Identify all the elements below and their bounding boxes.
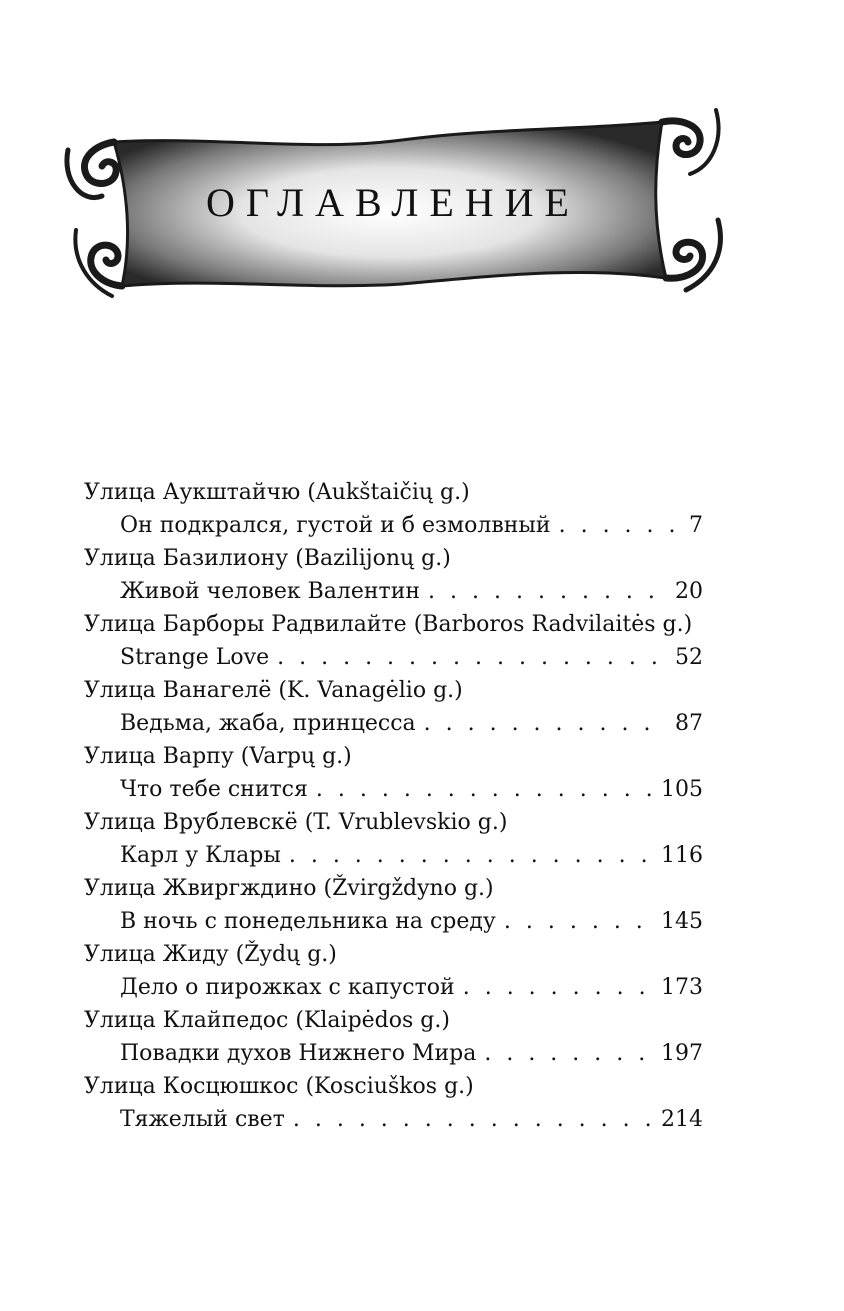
- toc-street: Улица Косцюшкос (Kosciuškos g.): [84, 1074, 474, 1099]
- toc-entry: [0, 940, 844, 1006]
- toc-entry: [0, 610, 844, 676]
- toc-page-number: 173: [661, 975, 703, 1000]
- toc-story-title: Что тебе снится: [120, 777, 308, 802]
- dot-leader: [559, 511, 681, 541]
- toc-page-number: 116: [661, 843, 703, 868]
- toc-story-row[interactable]: [120, 511, 703, 541]
- toc-page-number: 87: [675, 711, 703, 736]
- toc-page-number: 20: [675, 579, 703, 604]
- right-curl-top: [662, 121, 700, 155]
- toc-page-number: 197: [661, 1041, 703, 1066]
- dot-leader: [289, 841, 653, 871]
- toc-entry: [0, 676, 844, 742]
- toc-page-number: 52: [675, 645, 703, 670]
- dot-leader: [293, 1105, 653, 1135]
- toc-street: Улица Варпу (Varpų g.): [84, 744, 352, 769]
- toc-entry: [0, 808, 844, 874]
- dot-leader: [316, 775, 653, 805]
- right-curl-bottom: [666, 242, 703, 278]
- toc-story-title: Карл у Клары: [120, 843, 281, 868]
- toc-street: Улица Аукштайчю (Aukštaičių g.): [84, 480, 470, 505]
- dot-leader: [484, 1039, 653, 1069]
- toc-story-row[interactable]: [120, 709, 703, 739]
- toc-page-number: 214: [661, 1107, 703, 1132]
- dot-leader: [428, 577, 667, 607]
- toc-entry: [0, 1072, 844, 1138]
- toc-page-number: 145: [661, 909, 703, 934]
- toc-story-title: Strange Love: [120, 645, 270, 670]
- toc-street: Улица Барборы Радвилайте (Barboros Radvilaitės g.): [84, 612, 693, 637]
- title-banner: [62, 100, 724, 300]
- toc-story-row[interactable]: [120, 1105, 703, 1135]
- toc-entry: [0, 1006, 844, 1072]
- toc-entry: [0, 874, 844, 940]
- toc-story-title: Тяжелый свет: [120, 1107, 285, 1132]
- toc-story-row[interactable]: [120, 577, 703, 607]
- toc-street: Улица Жвиргждино (Žvirgždyno g.): [84, 876, 494, 901]
- toc-story-row[interactable]: [120, 841, 703, 871]
- toc-street: Улица Ванагелё (K. Vanagėlio g.): [84, 678, 463, 703]
- right-curl-top-outer: [690, 110, 718, 174]
- toc-entry: [0, 742, 844, 808]
- dot-leader: [424, 709, 667, 739]
- page-title: ОГЛАВЛЕНИЕ: [206, 180, 580, 225]
- toc-story-row[interactable]: [120, 775, 703, 805]
- dot-leader: [463, 973, 653, 1003]
- toc-page-number: 7: [689, 513, 703, 538]
- toc-street: Улица Клайпедос (Klaipėdos g.): [84, 1008, 450, 1033]
- toc-street: Улица Базилиону (Bazilijonų g.): [84, 546, 451, 571]
- toc-page-number: 105: [661, 777, 703, 802]
- toc-story-title: Живой человек Валентин: [120, 579, 421, 604]
- table-of-contents: [0, 478, 844, 1138]
- toc-street: Улица Врублевскё (T. Vrublevskio g.): [84, 810, 508, 835]
- toc-story-title: В ночь с понедельника на среду: [120, 909, 496, 934]
- toc-entry: [0, 544, 844, 610]
- toc-story-title: Ведьма, жаба, принцесса: [120, 711, 416, 736]
- toc-entry: [0, 478, 844, 544]
- toc-street: Улица Жиду (Žydų g.): [84, 942, 337, 967]
- dot-leader: [504, 907, 653, 937]
- toc-story-row[interactable]: [120, 973, 703, 1003]
- toc-story-title: Дело о пирожках с капустой: [120, 975, 455, 1000]
- toc-story-row[interactable]: [120, 1039, 703, 1069]
- toc-story-row[interactable]: [120, 643, 703, 673]
- dot-leader: [277, 643, 667, 673]
- toc-story-title: Повадки духов Нижнего Мира: [120, 1041, 477, 1066]
- toc-story-title: Он подкрался, густой и б езмолвный: [120, 513, 551, 538]
- toc-story-row[interactable]: [120, 907, 703, 937]
- left-curl-bottom: [91, 245, 122, 286]
